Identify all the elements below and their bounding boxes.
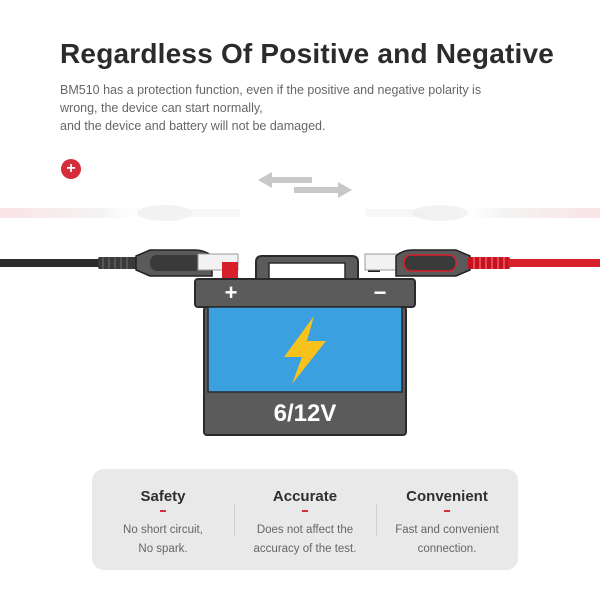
ghost-cable-left [0, 205, 240, 221]
battery-minus-symbol: − [373, 280, 387, 305]
description [60, 81, 530, 135]
feature-convenient [376, 469, 518, 570]
feature-line: accuracy of the test. [253, 543, 357, 555]
feature-title: Convenient [406, 488, 488, 505]
battery-scene [0, 150, 600, 440]
swap-arrows-icon [258, 172, 352, 198]
feature-line: No spark. [138, 543, 188, 555]
plus-badge-icon: + [61, 159, 81, 179]
battery-voltage-label: 6/12V [273, 400, 337, 427]
description-line: BM510 has a protection function, even if the positive and negative polarity is [60, 83, 482, 97]
black-cable-sleeve [98, 257, 138, 269]
feature-panel [92, 469, 518, 570]
battery-plus-symbol: + [224, 280, 238, 305]
feature-safety [92, 469, 234, 570]
red-cable-sleeve [468, 257, 510, 269]
page-title: Regardless Of Positive and Negative [60, 38, 555, 69]
description-line: and the device and battery will not be damaged. [60, 119, 326, 133]
feature-dash [302, 510, 308, 512]
feature-dash [160, 510, 166, 512]
feature-title: Accurate [272, 488, 338, 505]
black-cable [0, 250, 238, 278]
battery [195, 256, 415, 435]
feature-line: connection. [417, 543, 477, 555]
feature-dash [444, 510, 450, 512]
feature-title: Safety [140, 488, 186, 505]
description-line: wrong, the device can start normally, [60, 101, 263, 115]
feature-line: Fast and convenient [395, 524, 499, 536]
feature-line: No short circuit, [123, 524, 203, 536]
feature-accurate [234, 469, 376, 570]
ghost-cable-right [365, 205, 600, 221]
feature-line: Does not affect the [256, 524, 354, 536]
red-cable [365, 250, 600, 276]
